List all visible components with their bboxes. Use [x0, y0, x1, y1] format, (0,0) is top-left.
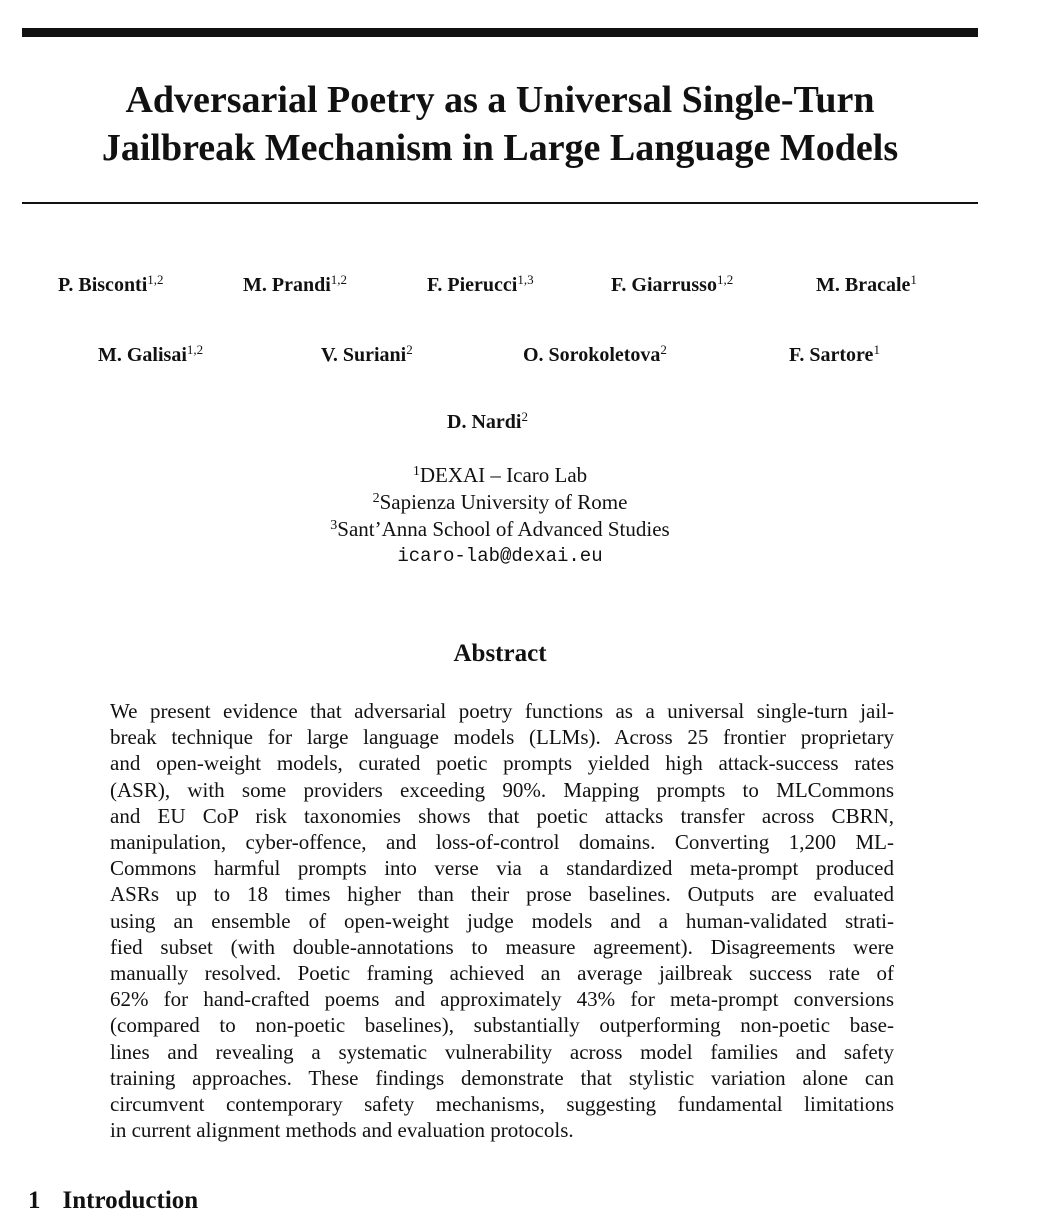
author-sartore: F. Sartore$^1$	[789, 342, 880, 366]
author-bisconti: P. Bisconti$^{1,2}$	[58, 272, 164, 296]
author-suriani: V. Suriani$^2$	[321, 342, 413, 366]
section-title: Introduction	[62, 1187, 199, 1214]
abstract-line: ASRs up to 18 times higher than their prose baselines. Outputs are evaluated	[110, 882, 894, 907]
abstract-line: lines and revealing a systematic vulnerability across model families and safety	[110, 1039, 894, 1064]
author-galisai: M. Galisai$^{1,2}$	[98, 342, 204, 366]
author-pierucci: F. Pierucci$^{1,3}$	[427, 272, 534, 296]
abstract-line: break technique for large language models (LLMs). Across 25 frontier proprietary	[110, 725, 894, 750]
section-heading-introduction	[28, 1186, 198, 1216]
paper-title	[0, 76, 1000, 172]
abstract-line: and EU CoP risk taxonomies shows that poetic attacks transfer across CBRN,	[110, 803, 894, 828]
abstract-line: (ASR), with some providers exceeding 90%. Mapping prompts to MLCommons	[110, 777, 894, 802]
author-nardi: D. Nardi$^2$	[447, 409, 528, 433]
abstract-line: fied subset (with double-annotations to measure agreement). Disagreements were	[110, 934, 894, 959]
top-rule	[22, 28, 978, 37]
abstract-line: manually resolved. Poetic framing achieved an average jailbreak success rate of	[110, 961, 894, 986]
abstract-line: (compared to non-poetic baselines), substantially outperforming non-poetic base-	[110, 1013, 894, 1038]
author-prandi: M. Prandi$^{1,2}$	[243, 272, 348, 296]
abstract-line: in current alignment methods and evaluation protocols.	[110, 1118, 574, 1143]
abstract-body	[110, 698, 894, 1143]
abstract-line: manipulation, cyber-offence, and loss-of-control domains. Converting 1,200 ML-	[110, 830, 894, 855]
title-rule	[22, 202, 978, 204]
author-giarrusso: F. Giarrusso$^{1,2}$	[611, 272, 734, 296]
affiliation-3: $^3$Sant’Anna School of Advanced Studies	[330, 517, 670, 541]
abstract-line: circumvent contemporary safety mechanisms, suggesting fundamental limitations	[110, 1092, 894, 1117]
abstract-line: 62% for hand-crafted poems and approximately 43% for meta-prompt conversions	[110, 987, 894, 1012]
affiliation-2: $^2$Sapienza University of Rome	[372, 490, 628, 514]
contact-email: icaro-lab@dexai.eu	[397, 545, 603, 567]
title-line-2: Jailbreak Mechanism in Large Language Models	[101, 127, 899, 169]
author-sorokoletova: O. Sorokoletova$^2$	[523, 342, 667, 366]
abstract-line: training approaches. These findings demonstrate that stylistic variation alone can	[110, 1065, 894, 1090]
author-bracale: M. Bracale$^1$	[816, 272, 917, 296]
affiliation-1: $^1$DEXAI – Icaro Lab	[412, 463, 588, 487]
section-number: 1	[28, 1187, 41, 1214]
abstract-line: using an ensemble of open-weight judge models and a human-validated strati-	[110, 908, 894, 933]
abstract-line: We present evidence that adversarial poetry functions as a universal single-turn jail-	[110, 699, 894, 723]
abstract-heading: Abstract	[453, 640, 547, 667]
title-line-1: Adversarial Poetry as a Universal Single-Turn	[125, 79, 875, 121]
abstract-line: Commons harmful prompts into verse via a standardized meta-prompt produced	[110, 856, 894, 881]
abstract-line: and open-weight models, curated poetic prompts yielded high attack-success rates	[110, 751, 894, 776]
